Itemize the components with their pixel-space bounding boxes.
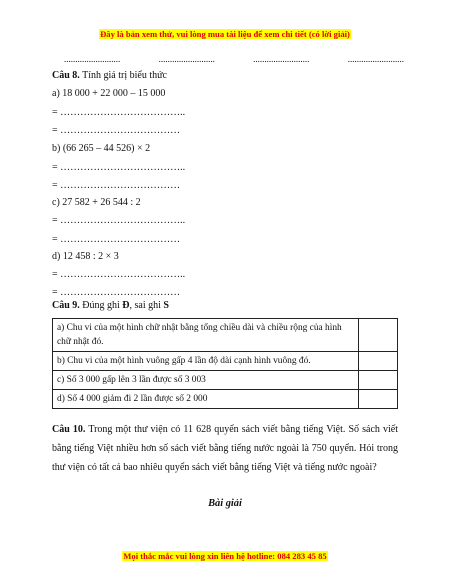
hotline-text: Mọi thắc mắc vui lòng xin liên hệ hotline: 084 283 45 85	[123, 551, 327, 561]
answer-line-c2: = ………………………………	[52, 234, 181, 245]
true-false-table	[52, 318, 398, 409]
statement-c: c) Số 3 000 gấp lên 3 lần được số 3 003	[53, 371, 359, 390]
question-10	[52, 420, 398, 477]
table-row	[53, 352, 398, 371]
question-9-s: S	[163, 300, 169, 311]
answer-line-c1: = ………………………………..	[52, 215, 186, 226]
answer-dots-row	[64, 54, 404, 64]
answer-box-d[interactable]	[359, 390, 398, 409]
answer-line-a1: = ………………………………..	[52, 107, 186, 118]
question-9-text-pre: Đúng ghi	[79, 300, 123, 311]
dots-4: .........................	[347, 54, 404, 64]
expression-d: d) 12 458 : 2 × 3	[52, 251, 119, 262]
answer-line-b1: = ………………………………..	[52, 162, 186, 173]
answer-box-b[interactable]	[359, 352, 398, 371]
question-10-label: Câu 10.	[52, 424, 86, 435]
question-9-label: Câu 9.	[52, 300, 80, 311]
expression-b: b) (66 265 – 44 526) × 2	[52, 143, 151, 154]
question-8-heading	[52, 70, 167, 81]
answer-line-d2: = ………………………………	[52, 287, 181, 298]
table-row	[53, 319, 398, 352]
question-8-label: Câu 8.	[52, 70, 80, 81]
preview-banner	[0, 24, 450, 42]
expression-c: c) 27 582 + 26 544 : 2	[52, 197, 141, 208]
answer-line-a2: = ………………………………	[52, 125, 181, 136]
preview-banner-text: Đây là bản xem thử, vui lòng mua tài liệu để xem chi tiết (có lời giải)	[100, 29, 350, 39]
question-9-d: Đ	[122, 300, 130, 311]
answer-box-c[interactable]	[359, 371, 398, 390]
answer-line-d1: = ………………………………..	[52, 269, 186, 280]
question-8-text: Tính giá trị biểu thức	[79, 70, 167, 81]
dots-3: .........................	[253, 54, 310, 64]
solution-title: Bài giải	[208, 498, 242, 509]
question-10-text: Trong một thư viện có 11 628 quyển sách viết bằng tiếng Việt. Số sách viết bằng tiếng Việt nhiều hơn số sách viết bằng tiếng nước ngoài là 750 quyển. Hỏi trong thư viện có tất cả bao nhiêu quyển sách viết bằng tiếng Việt và tiếng nước ngoài?	[52, 424, 398, 473]
question-9-text-mid: , sai ghi	[129, 300, 164, 311]
hotline-footer	[0, 546, 450, 564]
table-row	[53, 390, 398, 409]
dots-1: .........................	[64, 54, 121, 64]
answer-line-b2: = ………………………………	[52, 180, 181, 191]
expression-a: a) 18 000 + 22 000 – 15 000	[52, 88, 166, 99]
dots-2: .........................	[158, 54, 215, 64]
question-9-heading	[52, 300, 169, 311]
statement-a: a) Chu vi của một hình chữ nhật bằng tổng chiều dài và chiều rộng của hình chữ nhật đó.	[53, 319, 359, 352]
statement-b: b) Chu vi của một hình vuông gấp 4 lần độ dài cạnh hình vuông đó.	[53, 352, 359, 371]
statement-d: d) Số 4 000 giảm đi 2 lần được số 2 000	[53, 390, 359, 409]
table-row	[53, 371, 398, 390]
answer-box-a[interactable]	[359, 319, 398, 352]
